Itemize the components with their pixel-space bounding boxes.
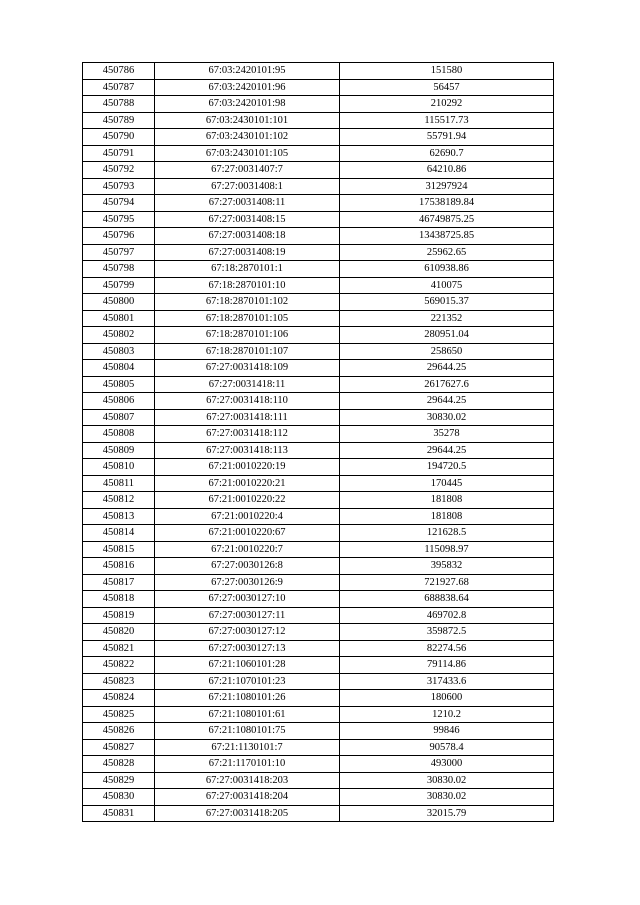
table-row bbox=[83, 343, 554, 360]
cadastral-number-cell: 67:03:2420101:95 bbox=[155, 63, 340, 80]
table-row bbox=[83, 789, 554, 806]
row-number-cell: 450812 bbox=[83, 492, 155, 509]
cadastral-number-cell: 67:21:0010220:19 bbox=[155, 459, 340, 476]
value-cell: 194720.5 bbox=[340, 459, 554, 476]
table-row bbox=[83, 442, 554, 459]
row-number-cell: 450798 bbox=[83, 261, 155, 278]
table-row bbox=[83, 475, 554, 492]
row-number-cell: 450792 bbox=[83, 162, 155, 179]
cadastral-number-cell: 67:21:1080101:26 bbox=[155, 690, 340, 707]
row-number-cell: 450800 bbox=[83, 294, 155, 311]
cadastral-number-cell: 67:03:2420101:98 bbox=[155, 96, 340, 113]
table-row bbox=[83, 277, 554, 294]
value-cell: 359872.5 bbox=[340, 624, 554, 641]
value-cell: 1210.2 bbox=[340, 706, 554, 723]
cadastral-number-cell: 67:27:0031408:1 bbox=[155, 178, 340, 195]
value-cell: 30830.02 bbox=[340, 409, 554, 426]
row-number-cell: 450802 bbox=[83, 327, 155, 344]
table-row bbox=[83, 294, 554, 311]
value-cell: 280951.04 bbox=[340, 327, 554, 344]
row-number-cell: 450829 bbox=[83, 772, 155, 789]
value-cell: 2617627.6 bbox=[340, 376, 554, 393]
table-row bbox=[83, 195, 554, 212]
value-cell: 493000 bbox=[340, 756, 554, 773]
value-cell: 31297924 bbox=[340, 178, 554, 195]
cadastral-number-cell: 67:03:2430101:105 bbox=[155, 145, 340, 162]
cadastral-number-cell: 67:18:2870101:1 bbox=[155, 261, 340, 278]
cadastral-number-cell: 67:27:0031408:11 bbox=[155, 195, 340, 212]
row-number-cell: 450791 bbox=[83, 145, 155, 162]
cadastral-number-cell: 67:27:0030127:11 bbox=[155, 607, 340, 624]
cadastral-number-cell: 67:27:0030127:12 bbox=[155, 624, 340, 641]
value-cell: 170445 bbox=[340, 475, 554, 492]
table-row bbox=[83, 393, 554, 410]
table-row bbox=[83, 591, 554, 608]
table-row bbox=[83, 129, 554, 146]
table-row bbox=[83, 673, 554, 690]
row-number-cell: 450797 bbox=[83, 244, 155, 261]
table-row bbox=[83, 739, 554, 756]
row-number-cell: 450818 bbox=[83, 591, 155, 608]
table-row bbox=[83, 805, 554, 822]
row-number-cell: 450821 bbox=[83, 640, 155, 657]
value-cell: 99846 bbox=[340, 723, 554, 740]
value-cell: 469702.8 bbox=[340, 607, 554, 624]
row-number-cell: 450796 bbox=[83, 228, 155, 245]
table-row bbox=[83, 706, 554, 723]
cadastral-number-cell: 67:27:0031408:19 bbox=[155, 244, 340, 261]
table-row bbox=[83, 145, 554, 162]
row-number-cell: 450808 bbox=[83, 426, 155, 443]
cadastral-number-cell: 67:21:0010220:4 bbox=[155, 508, 340, 525]
row-number-cell: 450806 bbox=[83, 393, 155, 410]
table-row bbox=[83, 79, 554, 96]
value-cell: 64210.86 bbox=[340, 162, 554, 179]
cadastral-number-cell: 67:27:0031418:11 bbox=[155, 376, 340, 393]
cadastral-number-cell: 67:27:0030126:8 bbox=[155, 558, 340, 575]
cadastral-number-cell: 67:03:2430101:102 bbox=[155, 129, 340, 146]
value-cell: 30830.02 bbox=[340, 789, 554, 806]
row-number-cell: 450794 bbox=[83, 195, 155, 212]
value-cell: 181808 bbox=[340, 508, 554, 525]
value-cell: 121628.5 bbox=[340, 525, 554, 542]
table-row bbox=[83, 640, 554, 657]
cadastral-number-cell: 67:18:2870101:106 bbox=[155, 327, 340, 344]
table-row bbox=[83, 426, 554, 443]
cadastral-number-cell: 67:27:0031418:205 bbox=[155, 805, 340, 822]
row-number-cell: 450790 bbox=[83, 129, 155, 146]
table-row bbox=[83, 211, 554, 228]
table-row bbox=[83, 574, 554, 591]
row-number-cell: 450824 bbox=[83, 690, 155, 707]
value-cell: 181808 bbox=[340, 492, 554, 509]
value-cell: 17538189.84 bbox=[340, 195, 554, 212]
row-number-cell: 450801 bbox=[83, 310, 155, 327]
value-cell: 721927.68 bbox=[340, 574, 554, 591]
row-number-cell: 450803 bbox=[83, 343, 155, 360]
cadastral-number-cell: 67:21:1080101:75 bbox=[155, 723, 340, 740]
value-cell: 29644.25 bbox=[340, 360, 554, 377]
table-row bbox=[83, 690, 554, 707]
value-cell: 569015.37 bbox=[340, 294, 554, 311]
row-number-cell: 450813 bbox=[83, 508, 155, 525]
row-number-cell: 450811 bbox=[83, 475, 155, 492]
row-number-cell: 450828 bbox=[83, 756, 155, 773]
row-number-cell: 450799 bbox=[83, 277, 155, 294]
table-row bbox=[83, 178, 554, 195]
value-cell: 35278 bbox=[340, 426, 554, 443]
cadastral-number-cell: 67:27:0030126:9 bbox=[155, 574, 340, 591]
value-cell: 62690.7 bbox=[340, 145, 554, 162]
cadastral-number-cell: 67:18:2870101:102 bbox=[155, 294, 340, 311]
cadastral-number-cell: 67:18:2870101:105 bbox=[155, 310, 340, 327]
table-row bbox=[83, 112, 554, 129]
cadastral-number-cell: 67:21:1060101:28 bbox=[155, 657, 340, 674]
value-cell: 90578.4 bbox=[340, 739, 554, 756]
row-number-cell: 450825 bbox=[83, 706, 155, 723]
value-cell: 46749875.25 bbox=[340, 211, 554, 228]
row-number-cell: 450816 bbox=[83, 558, 155, 575]
row-number-cell: 450789 bbox=[83, 112, 155, 129]
row-number-cell: 450795 bbox=[83, 211, 155, 228]
cadastral-number-cell: 67:27:0031418:112 bbox=[155, 426, 340, 443]
table-row bbox=[83, 409, 554, 426]
table-row bbox=[83, 96, 554, 113]
cadastral-number-cell: 67:03:2430101:101 bbox=[155, 112, 340, 129]
cadastral-number-cell: 67:18:2870101:107 bbox=[155, 343, 340, 360]
cadastral-number-cell: 67:18:2870101:10 bbox=[155, 277, 340, 294]
table-row bbox=[83, 541, 554, 558]
table-row bbox=[83, 508, 554, 525]
cadastral-number-cell: 67:27:0030127:10 bbox=[155, 591, 340, 608]
value-cell: 30830.02 bbox=[340, 772, 554, 789]
table-row bbox=[83, 360, 554, 377]
value-cell: 151580 bbox=[340, 63, 554, 80]
cadastral-number-cell: 67:21:1130101:7 bbox=[155, 739, 340, 756]
table-row bbox=[83, 772, 554, 789]
value-cell: 410075 bbox=[340, 277, 554, 294]
table-row bbox=[83, 261, 554, 278]
row-number-cell: 450823 bbox=[83, 673, 155, 690]
row-number-cell: 450787 bbox=[83, 79, 155, 96]
row-number-cell: 450819 bbox=[83, 607, 155, 624]
row-number-cell: 450820 bbox=[83, 624, 155, 641]
row-number-cell: 450815 bbox=[83, 541, 155, 558]
value-cell: 210292 bbox=[340, 96, 554, 113]
table-row bbox=[83, 376, 554, 393]
cadastral-number-cell: 67:21:0010220:67 bbox=[155, 525, 340, 542]
value-cell: 610938.86 bbox=[340, 261, 554, 278]
row-number-cell: 450786 bbox=[83, 63, 155, 80]
value-cell: 180600 bbox=[340, 690, 554, 707]
table-row bbox=[83, 558, 554, 575]
table-row bbox=[83, 244, 554, 261]
row-number-cell: 450807 bbox=[83, 409, 155, 426]
value-cell: 32015.79 bbox=[340, 805, 554, 822]
row-number-cell: 450830 bbox=[83, 789, 155, 806]
value-cell: 115098.97 bbox=[340, 541, 554, 558]
row-number-cell: 450827 bbox=[83, 739, 155, 756]
value-cell: 29644.25 bbox=[340, 442, 554, 459]
cadastral-number-cell: 67:27:0031408:18 bbox=[155, 228, 340, 245]
table-row bbox=[83, 723, 554, 740]
table-row bbox=[83, 310, 554, 327]
row-number-cell: 450817 bbox=[83, 574, 155, 591]
value-cell: 13438725.85 bbox=[340, 228, 554, 245]
value-cell: 258650 bbox=[340, 343, 554, 360]
cadastral-number-cell: 67:21:1080101:61 bbox=[155, 706, 340, 723]
cadastral-number-cell: 67:21:1170101:10 bbox=[155, 756, 340, 773]
value-cell: 115517.73 bbox=[340, 112, 554, 129]
table-row bbox=[83, 607, 554, 624]
value-cell: 395832 bbox=[340, 558, 554, 575]
value-cell: 221352 bbox=[340, 310, 554, 327]
row-number-cell: 450805 bbox=[83, 376, 155, 393]
table-row bbox=[83, 459, 554, 476]
value-cell: 317433.6 bbox=[340, 673, 554, 690]
value-cell: 25962.65 bbox=[340, 244, 554, 261]
cadastral-number-cell: 67:27:0031407:7 bbox=[155, 162, 340, 179]
cadastral-number-cell: 67:27:0031418:111 bbox=[155, 409, 340, 426]
cadastral-number-cell: 67:27:0031408:15 bbox=[155, 211, 340, 228]
cadastral-number-cell: 67:27:0031418:203 bbox=[155, 772, 340, 789]
cadastral-number-cell: 67:21:0010220:7 bbox=[155, 541, 340, 558]
cadastral-number-cell: 67:27:0031418:109 bbox=[155, 360, 340, 377]
table-row bbox=[83, 228, 554, 245]
cadastral-number-cell: 67:21:0010220:22 bbox=[155, 492, 340, 509]
row-number-cell: 450810 bbox=[83, 459, 155, 476]
cadastral-value-table bbox=[82, 62, 554, 822]
value-cell: 56457 bbox=[340, 79, 554, 96]
table-row bbox=[83, 756, 554, 773]
row-number-cell: 450804 bbox=[83, 360, 155, 377]
row-number-cell: 450831 bbox=[83, 805, 155, 822]
table-row bbox=[83, 63, 554, 80]
table-row bbox=[83, 162, 554, 179]
value-cell: 82274.56 bbox=[340, 640, 554, 657]
row-number-cell: 450809 bbox=[83, 442, 155, 459]
value-cell: 688838.64 bbox=[340, 591, 554, 608]
table-row bbox=[83, 624, 554, 641]
row-number-cell: 450793 bbox=[83, 178, 155, 195]
table-row bbox=[83, 492, 554, 509]
cadastral-number-cell: 67:27:0031418:110 bbox=[155, 393, 340, 410]
value-cell: 29644.25 bbox=[340, 393, 554, 410]
cadastral-number-cell: 67:21:1070101:23 bbox=[155, 673, 340, 690]
table-row bbox=[83, 525, 554, 542]
table-body bbox=[83, 63, 554, 822]
value-cell: 79114.86 bbox=[340, 657, 554, 674]
cadastral-number-cell: 67:03:2420101:96 bbox=[155, 79, 340, 96]
row-number-cell: 450822 bbox=[83, 657, 155, 674]
row-number-cell: 450826 bbox=[83, 723, 155, 740]
cadastral-number-cell: 67:27:0031418:204 bbox=[155, 789, 340, 806]
cadastral-number-cell: 67:27:0031418:113 bbox=[155, 442, 340, 459]
value-cell: 55791.94 bbox=[340, 129, 554, 146]
table-row bbox=[83, 327, 554, 344]
table-row bbox=[83, 657, 554, 674]
cadastral-number-cell: 67:21:0010220:21 bbox=[155, 475, 340, 492]
cadastral-number-cell: 67:27:0030127:13 bbox=[155, 640, 340, 657]
row-number-cell: 450814 bbox=[83, 525, 155, 542]
row-number-cell: 450788 bbox=[83, 96, 155, 113]
